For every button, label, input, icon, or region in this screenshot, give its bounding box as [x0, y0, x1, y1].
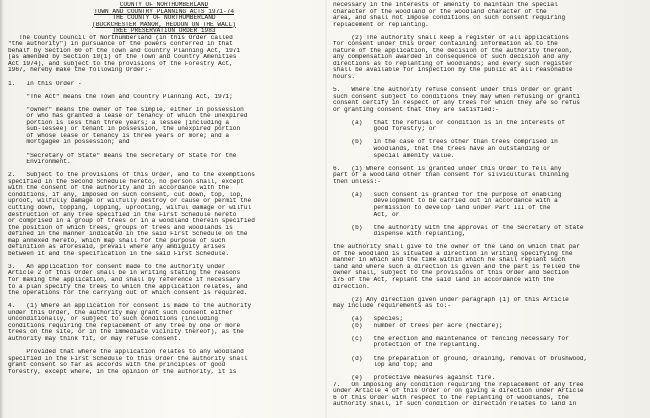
- left-column-line-48: unconditionally, or subject to such conditions (including: [8, 316, 219, 323]
- left-column-line-34: the position of which trees, groups of trees and woodlands is: [8, 224, 233, 231]
- right-column-line-5: (2) The authority shall keep a register of all applications: [333, 34, 569, 41]
- left-column-line-23: "Secretary of State" means the Secretary of State for the: [8, 152, 237, 159]
- left-column-line-9: Act 1974), and subject to the provisions of the Forestry Act,: [8, 60, 233, 67]
- right-column-line-25: 6. (1) Where consent is granted under this Order to fell any: [333, 165, 562, 172]
- scan-edge-shadow: [0, 0, 4, 418]
- right-column-line-29: (a) such consent is granted for the purpose of enabling: [333, 191, 562, 198]
- right-column-line-0: necessary in the interests of amenity to maintain the special: [333, 2, 558, 8]
- left-column-line-1: TOWN AND COUNTRY PLANNING ACTS 1971-74: [93, 8, 235, 15]
- right-column-line-18: (a) that the refusal or condition is in the interests of: [333, 119, 566, 126]
- left-column-line-29: conditions, if any, imposed on such consent, cut down, top, lop,: [8, 191, 244, 198]
- right-column-line-27: then unless:-: [333, 178, 381, 185]
- left-column-line-26: 2. Subject to the provisions of this Order, and to the exemptions: [8, 172, 255, 179]
- right-column-line-59: under Article 4 of this Order or on giving a direction under Article: [333, 388, 584, 395]
- left-column-line-27: specified in the Second Schedule hereto, no person shall, except: [8, 178, 244, 185]
- left-column-line-31: cutting down, topping, lopping, uprooting, wilful damage or wilful: [8, 204, 252, 211]
- right-column-line-42: 175 of the Act, replant the said land in accordance with the: [333, 276, 555, 283]
- right-column-line-52: protection of the replanting.: [333, 342, 481, 349]
- left-column-line-32: destruction of any tree specified in the First Schedule hereto: [8, 211, 237, 218]
- right-column-line-40: land and where such a direction is given and the part is felled the: [333, 263, 580, 270]
- left-column-line-4: TREE PRESERVATION ORDER 1983: [112, 28, 216, 35]
- right-column-line-22: woodlands, that the trees have an outstanding or: [333, 146, 551, 153]
- right-column-line-54: (d) the preparation of ground, draining, removal of brushwood,: [333, 355, 588, 362]
- right-column-line-51: (c) the erection and maintenance of fencing necessary for: [333, 335, 569, 342]
- left-column-line-35: defined in the manner indicated in the said First Schedule on the: [8, 231, 248, 238]
- right-column-line-35: dispense with replanting,: [333, 231, 466, 238]
- left-column-line-17: or who has granted a lease or tenancy of which the unexpired: [8, 113, 248, 120]
- right-column-line-9: directions as to replanting of woodlands; and every such register: [333, 60, 573, 67]
- right-column-line-31: permission to develop land under Part III of the: [333, 204, 551, 211]
- left-column-line-33: or comprised in a group of trees or in a woodland therein specified: [8, 218, 255, 225]
- right-column-line-3: replacement or replanting.: [333, 21, 429, 28]
- right-column-line-2: area, and shall not impose conditions on such consent requiring: [333, 15, 566, 22]
- left-column-line-37: definition as aforesaid, prevail where any ambiguity arises: [8, 244, 226, 251]
- left-column-line-47: under this Order, the authority may grant such consent either: [8, 309, 233, 316]
- right-column-line-11: hours.: [333, 74, 356, 81]
- right-column-line-55: lop and top; and: [333, 362, 433, 369]
- right-column-line-10: shall be available for inspection by the public at all reasonable: [333, 67, 573, 74]
- left-column-line-2: THE COUNTY OF NORTHUMBERLAND: [112, 15, 216, 22]
- right-column-line-23: special amenity value.: [333, 152, 455, 159]
- left-column-line-44: the operations for the carrying out of which consent is required.: [8, 290, 248, 297]
- right-column-line-58: 7. On imposing any condition requiring the replacement of any tree: [333, 381, 584, 388]
- right-column-line-38: of the woodland is situated a direction in writing specifying the: [333, 250, 573, 257]
- left-column-line-53: Provided that where the application relates to any woodland: [8, 348, 244, 355]
- right-column-line-15: consent certify in respect of any trees for which they are so refus: [333, 100, 580, 107]
- right-column-line-6: for consent under this Order containing information as to the: [333, 41, 558, 48]
- left-column-line-55: grant consent so far as accords with the principles of good: [8, 362, 226, 369]
- right-column-line-41: owner shall, subject to the provisions of this Order and Section: [333, 270, 569, 277]
- left-column-line-30: uproot, wilfully damage or wilfully destroy or cause or permit the: [8, 198, 252, 205]
- right-column-line-16: or granting consent that they are satisfied:-: [333, 106, 499, 113]
- right-column-line-39: manner in which and the time within which he shall replant such: [333, 257, 566, 264]
- left-column-line-56: forestry, except where, in the opinion of the authority, it is: [8, 368, 237, 375]
- right-column-line-34: (b) the authority with the approval of the Secretary of State: [333, 224, 584, 231]
- right-column-line-13: 5. Where the authority refuse consent under this Order or grant: [333, 87, 573, 94]
- left-column-line-49: conditions requiring the replacement of any tree by one or more: [8, 322, 241, 329]
- left-column-line-21: mortgagee in possession; and: [8, 139, 130, 146]
- right-column-line-60: 6 of this Order with respect to the replanting of woodlands, the: [333, 394, 569, 401]
- left-column-line-42: for making the application, and shall by reference if necessary: [8, 276, 241, 283]
- left-column-line-14: "The Act" means the Town and Country Planning Act, 1971;: [8, 93, 233, 100]
- left-column-line-5: The County Council of Northumberland (in this Order called: [8, 34, 233, 41]
- left-column-line-19: sub-lessee) or tenant in possession, the unexpired portion: [8, 126, 241, 133]
- right-column-line-19: good forestry; or: [333, 126, 437, 133]
- left-column-line-16: "owner" means the owner of fee simple, either in possession: [8, 106, 244, 113]
- left-column-line-20: of whose lease or tenancy is three years or more; and a: [8, 132, 230, 139]
- left-column-line-50: trees on the site, or in the immediate vicinity thereof), as the: [8, 329, 244, 336]
- left-column-line-43: to a plan specify the trees to which the application relates, and: [8, 283, 248, 290]
- right-column-line-21: (b) in the case of trees other than trees comprised in: [333, 139, 558, 146]
- left-column-line-51: authority may think fit, or may refuse consent.: [8, 335, 182, 342]
- left-column-line-0: COUNTY OF NORTHUMBERLAND: [119, 2, 209, 8]
- left-column-line-46: 4. (1) Where an application for consent is made to the authority: [8, 303, 252, 310]
- left-column-line-38: between it and the specification in the said First Schedule.: [8, 250, 230, 257]
- left-column-line-40: 3. An application for consent made to the authority under: [8, 263, 226, 270]
- left-column-line-54: specified in the First Schedule to this Order the authority shall: [8, 355, 248, 362]
- right-column-line-14: such consent subject to conditions they may when refusing or granti: [333, 93, 580, 100]
- right-column-line-48: (a) species;: [333, 316, 404, 323]
- right-column: [333, 2, 647, 408]
- right-column-line-1: character of the woodland or the woodland character of the: [333, 8, 547, 15]
- left-column-line-8: (as amended by Section 10(1) of the Town and Country Amenities: [8, 54, 237, 61]
- right-column-line-43: direction.: [333, 283, 370, 290]
- right-column-line-46: may include requirements as to:-: [333, 303, 451, 310]
- left-column-line-10: 1967, hereby make the following Order:-: [8, 67, 152, 74]
- right-column-line-26: part of a woodland other than consent for silvicultural thinning: [333, 172, 569, 179]
- right-column-line-61: authority shall, if such condition or direction relates to land in: [333, 401, 577, 408]
- left-column-line-3: (BUCKCHESTER MANOR, HEDDON ON THE WALL): [92, 21, 236, 28]
- left-column-line-6: "the authority") in pursuance of the powers conferred in that: [8, 41, 233, 48]
- left-column-line-36: map annexed hereto, which map shall for the purpose of such: [8, 237, 226, 244]
- right-column-line-32: Act, or: [333, 211, 400, 218]
- left-column-line-7: behalf by Section 60 of the Town and Country Planning Act, 1971: [8, 47, 241, 54]
- left-column-line-41: Article 2 of this Order shall be in writing stating the reasons: [8, 270, 241, 277]
- right-column-line-57: (e) protective measures against fire.: [333, 375, 496, 382]
- right-column-line-49: (b) number of trees per acre (hectare);: [333, 322, 503, 329]
- right-column-line-30: development to be carried out in accordance with a: [333, 198, 558, 205]
- left-column: [8, 2, 320, 375]
- left-column-line-18: portion is less than three years; a lessee (including a: [8, 119, 230, 126]
- right-column-line-8: any compensation awarded in consequence of such decision and any: [333, 54, 569, 61]
- left-column-line-12: 1. In this Order -: [8, 80, 82, 87]
- column-gutter: [325, 0, 327, 418]
- right-column-line-37: the authority shall give to the owner of the land on which that par: [333, 244, 580, 251]
- left-column-line-24: Environment.: [8, 159, 71, 166]
- right-column-line-45: (2) Any direction given under paragraph (1) of this Article: [333, 296, 569, 303]
- left-column-line-28: with the consent of the authority and in accordance with the: [8, 185, 230, 192]
- right-column-line-7: nature of the application, the decision of the authority thereon,: [333, 47, 573, 54]
